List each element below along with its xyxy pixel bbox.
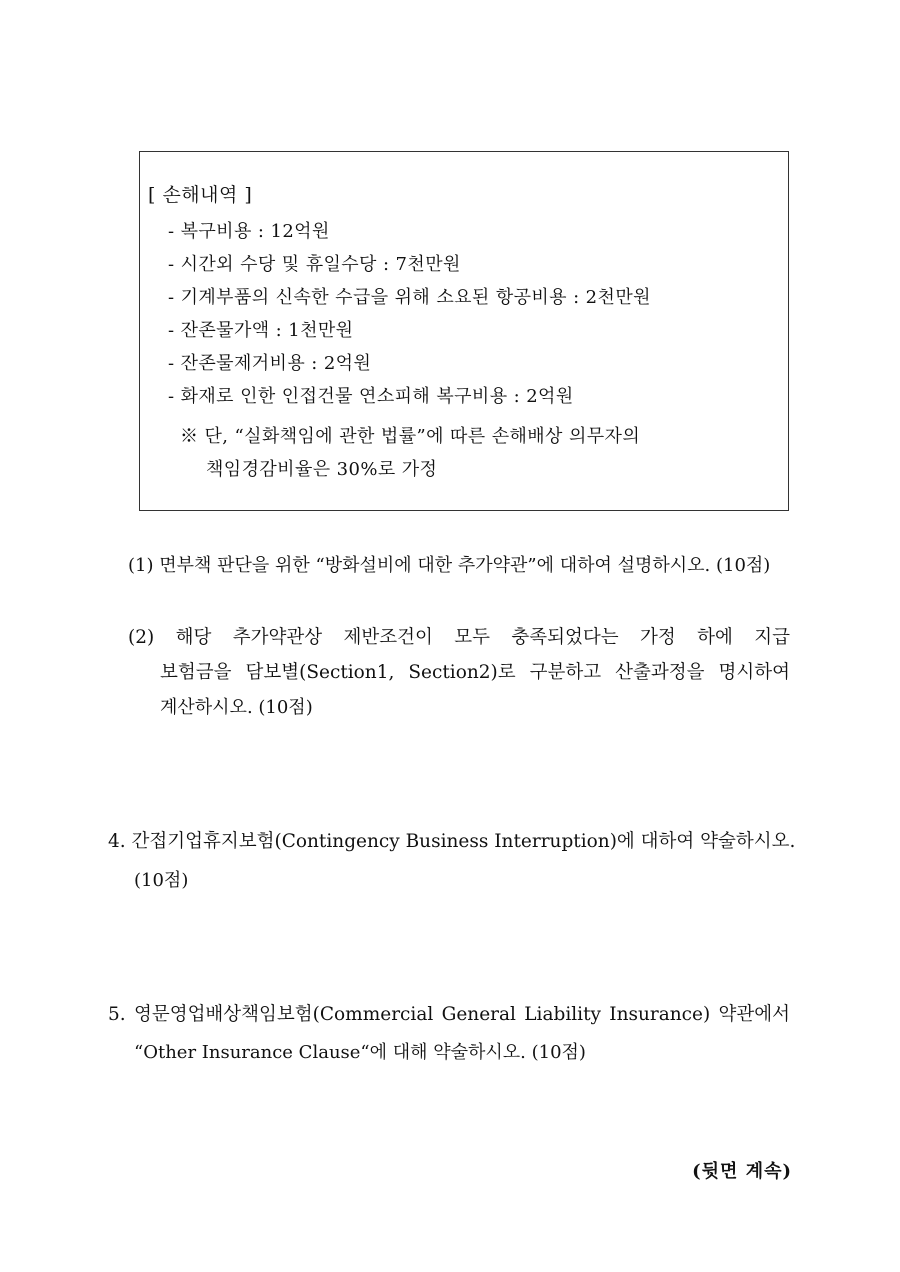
damage-item-restoration-cost: - 복구비용 : 12억원 bbox=[168, 221, 330, 242]
question-4-line-1: 4. 간접기업휴지보험(Contingency Business Interruption)에 대하여 약술하시오. bbox=[108, 831, 796, 852]
question-5-line-2: “Other Insurance Clause“에 대해 약술하시오. (10점) bbox=[134, 1042, 586, 1063]
damage-item-air-freight-cost: - 기계부품의 신속한 수급을 위해 소요된 항공비용 : 2천만원 bbox=[168, 287, 651, 308]
damage-item-adjacent-building: - 화재로 인한 인접건물 연소피해 복구비용 : 2억원 bbox=[168, 386, 574, 407]
damage-item-debris-removal: - 잔존물제거비용 : 2억원 bbox=[168, 353, 372, 374]
damage-details-box bbox=[139, 151, 789, 511]
damage-item-salvage-value: - 잔존물가액 : 1천만원 bbox=[168, 320, 354, 341]
question-4-line-2: (10점) bbox=[134, 870, 189, 891]
damage-box-title: [ 손해내역 ] bbox=[148, 184, 253, 206]
continued-on-back-note: (뒷면 계속) bbox=[692, 1161, 792, 1182]
question-3-sub-2-line-2: 보험금을 담보별(Section1, Section2)로 구분하고 산출과정을 명시하여 bbox=[160, 662, 790, 683]
question-5-line-1: 5. 영문영업배상책임보험(Commercial General Liability Insurance) 약관에서 bbox=[108, 1004, 790, 1025]
damage-note-line1: ※ 단, “실화책임에 관한 법률”에 따른 손해배상 의무자의 bbox=[180, 426, 641, 447]
damage-note-line2: 책임경감비율은 30%로 가정 bbox=[206, 459, 438, 480]
question-3-sub-1: (1) 면부책 판단을 위한 “방화설비에 대한 추가약관”에 대하여 설명하시오. (10점) bbox=[128, 555, 771, 576]
question-3-sub-2-line-3: 계산하시오. (10점) bbox=[160, 697, 313, 718]
damage-item-overtime-allowance: - 시간외 수당 및 휴일수당 : 7천만원 bbox=[168, 254, 461, 275]
question-3-sub-2-line-1: (2) 해당 추가약관상 제반조건이 모두 충족되었다는 가정 하에 지급 bbox=[128, 627, 790, 648]
